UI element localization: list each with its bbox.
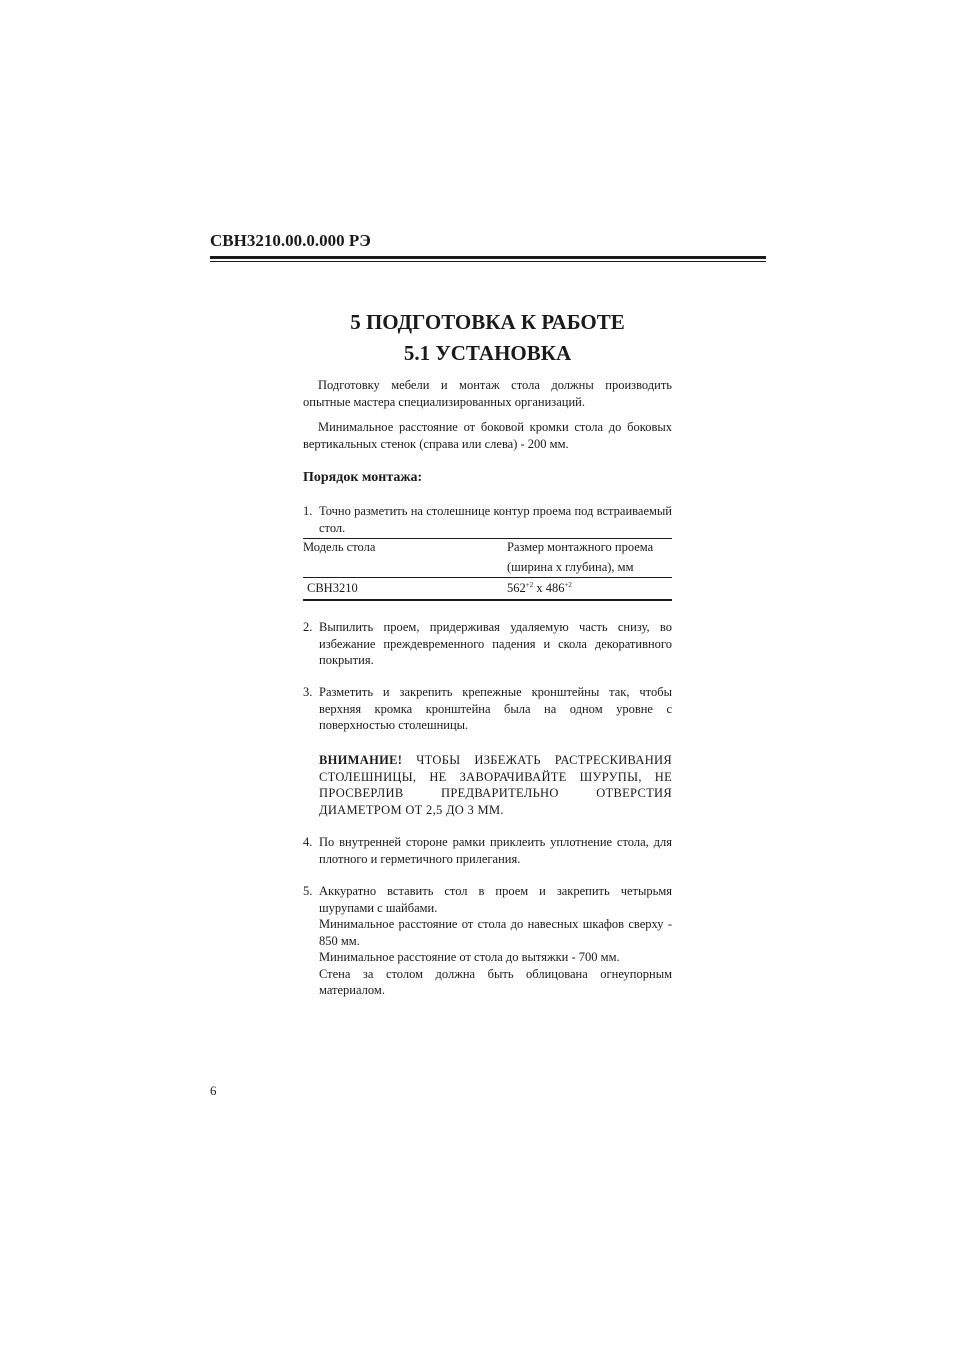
step-2 [303, 619, 672, 669]
warning-text: ЧТОБЫ ИЗБЕЖАТЬ РАСТРЕСКИВАНИЯ СТОЛЕШНИЦЫ, НЕ ЗАВОРАЧИВАЙТЕ ШУРУПЫ, НЕ ПРОСВЕРЛИВ ПРЕДВАРИТЕЛЬНО ОТВЕРСТИЯ ДИАМЕТРОМ ОТ 2,5 ДО 3 ММ. [319, 753, 672, 817]
step-number: 3. [303, 685, 313, 699]
table-header-rule [303, 577, 672, 578]
distance-paragraph: Минимальное расстояние от боковой кромки стола до боковых вертикальных стенок (справа или слева) - 200 мм. [303, 420, 672, 451]
page-number: 6 [210, 1083, 217, 1098]
size-width-tolerance: +2 [525, 581, 534, 589]
assembly-heading: Порядок монтажа: [303, 470, 423, 485]
warning-notice [319, 752, 672, 818]
size-depth: 486 [545, 581, 565, 595]
table-header-model: Модель стола [303, 540, 376, 554]
step-text: Точно разметить на столешнице контур проема под встраиваемый стол. [319, 504, 672, 535]
table-header-size-line2: (ширина х глубина), мм [507, 560, 634, 574]
table-header-size-line1: Размер монтажного проема [507, 540, 654, 554]
size-depth-tolerance: +2 [564, 581, 572, 589]
step-number: 4. [303, 835, 313, 849]
table-bottom-rule [303, 599, 672, 601]
size-width: 562 [507, 581, 526, 595]
section-subtitle: 5.1 УСТАНОВКА [403, 341, 572, 365]
warning-label: ВНИМАНИЕ! [319, 753, 403, 767]
step-text: По внутренней стороне рамки приклеить уплотнение стола, для плотного и герметичного прилегания. [319, 835, 672, 866]
table-cell-size [507, 581, 572, 596]
step-text: Разметить и закрепить крепежные кронштейны так, чтобы верхняя кромка кронштейна была на одном уровне с поверхностью столешницы. [319, 685, 672, 732]
table-cell-model: СВН3210 [307, 581, 358, 595]
document-code: СВН3210.00.0.000 РЭ [210, 231, 371, 250]
step-text-line: Минимальное расстояние от стола до навесных шкафов сверху - 850 мм. [319, 917, 672, 948]
step-4 [303, 834, 672, 867]
step-text-line: Стена за столом должна быть облицована огнеупорным материалом. [319, 966, 672, 997]
size-separator: х [533, 581, 546, 595]
step-5 [303, 883, 672, 999]
section-title: 5 ПОДГОТОВКА К РАБОТЕ [350, 310, 625, 334]
table-top-rule [303, 538, 672, 539]
header-rule-thin [210, 261, 766, 262]
header-rule-thick [210, 256, 766, 259]
step-3 [303, 684, 672, 734]
step-number: 5. [303, 884, 313, 898]
step-1 [303, 503, 672, 536]
intro-paragraph: Подготовку мебели и монтаж стола должны производить опытные мастера специализированных организаций. [303, 378, 672, 409]
step-text-line: Аккуратно вставить стол в проем и закрепить четырьмя шурупами с шайбами. [319, 884, 672, 915]
step-number: 2. [303, 620, 313, 634]
step-text-line: Минимальное расстояние от стола до вытяжки - 700 мм. [319, 950, 620, 964]
step-text: Выпилить проем, придерживая удаляемую часть снизу, во избежание преждевременного падения и скола декоративного покрытия. [319, 620, 672, 667]
step-number: 1. [303, 504, 313, 518]
